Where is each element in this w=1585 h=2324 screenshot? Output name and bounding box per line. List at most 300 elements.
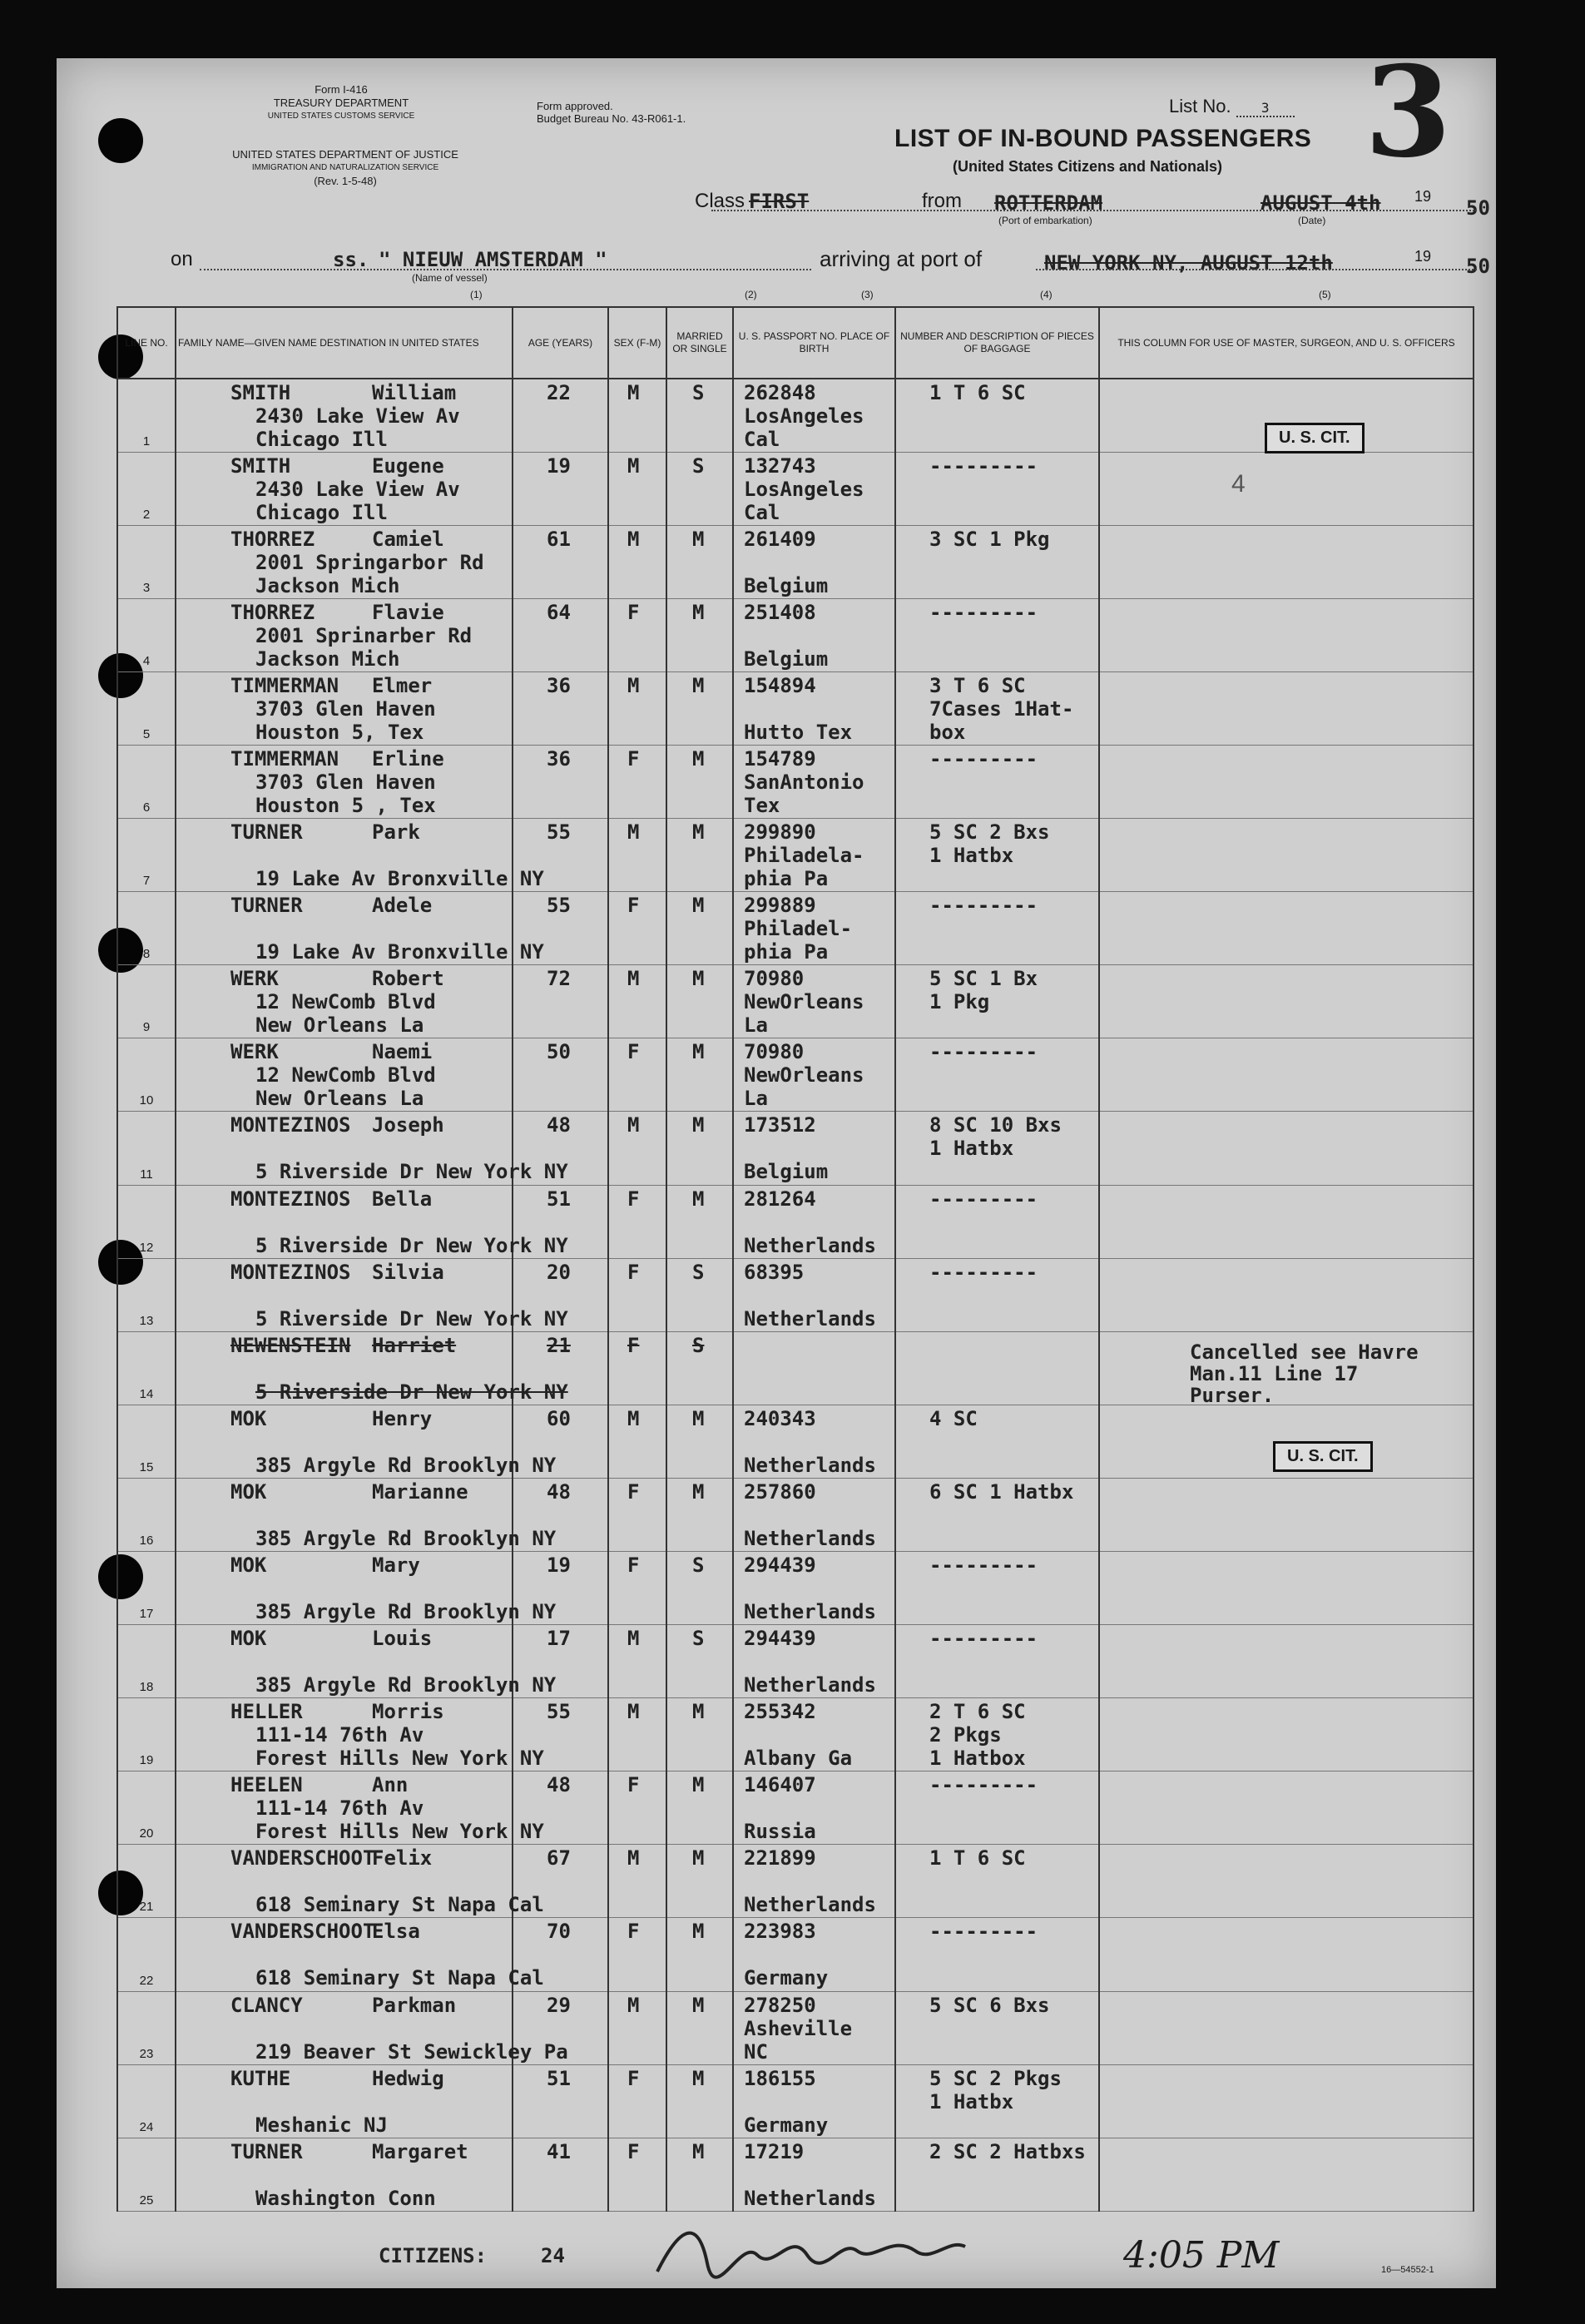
table-cell (176, 1918, 544, 1991)
depart-date: AUGUST 4th (1261, 191, 1381, 215)
table-row (117, 1698, 1474, 1771)
given-name: Adele (372, 894, 433, 918)
table-cell (513, 1405, 608, 1478)
table-cell (117, 525, 176, 598)
address-line: Houston 5 , Tex (255, 793, 436, 817)
birth-place: Hutto Tex (744, 720, 853, 744)
address-line: 12 NewComb Blvd (255, 990, 436, 1014)
table-cell (1099, 892, 1474, 965)
table-cell (666, 892, 733, 965)
address-line: 618 Seminary St Napa Cal (255, 1966, 544, 1990)
table-cell (895, 1625, 1099, 1698)
table-cell (117, 671, 176, 745)
handwritten-list-number: 3 (1365, 39, 1452, 186)
table-cell (895, 2138, 1099, 2211)
table-cell (608, 525, 666, 598)
table-row (117, 671, 1474, 745)
arrival-century: 19 (1414, 248, 1432, 265)
line-number: 15 (139, 1459, 154, 1474)
table-cell (895, 745, 1099, 818)
given-name: William (372, 381, 457, 404)
table-row (117, 1918, 1474, 1991)
col-num-5: (5) (1319, 289, 1331, 300)
table-cell (117, 1405, 176, 1478)
sex: M (627, 453, 640, 478)
passport-number: 257860 (744, 1479, 816, 1504)
col-num-3: (3) (861, 289, 874, 300)
sex: F (627, 1040, 640, 1064)
marital-status: M (692, 1113, 705, 1137)
passport-number: 299889 (744, 894, 816, 918)
line-number: 25 (139, 2193, 154, 2208)
age: 36 (547, 673, 571, 697)
baggage-desc: 6 SC 1 Hatbx (929, 1479, 1074, 1504)
table-cell (176, 1405, 557, 1478)
table-cell (1099, 965, 1474, 1038)
surname: TIMMERMAN (230, 746, 339, 771)
marital-status: S (692, 381, 705, 404)
col-header-name: FAMILY NAME—GIVEN NAME DESTINATION IN UNITED STATES (176, 307, 513, 379)
table-row (117, 525, 1474, 598)
surname: TURNER (230, 820, 303, 845)
given-name: Margaret (372, 2139, 468, 2163)
table-cell (666, 452, 733, 525)
address-line: Forest Hills New York NY (255, 1820, 544, 1844)
baggage-desc: 1 Hatbx (929, 2089, 1014, 2113)
marital-status: M (692, 1773, 705, 1797)
passport-number: 70980 (744, 1040, 805, 1064)
surname: THORREZ (230, 527, 315, 551)
age: 41 (547, 2139, 571, 2163)
surname: TURNER (230, 894, 303, 918)
address-line: 3703 Glen Haven (255, 770, 436, 794)
given-name: Felix (372, 1846, 433, 1871)
table-cell (895, 1845, 1099, 1918)
line-number: 22 (139, 1973, 154, 1988)
table-cell (733, 965, 895, 1038)
marital-status: M (692, 527, 705, 551)
age: 48 (547, 1113, 571, 1137)
approval-block (537, 100, 686, 125)
table-cell (733, 745, 895, 818)
vessel-name: " NIEUW AMSTERDAM " (379, 248, 607, 271)
age: 19 (547, 453, 571, 478)
table-cell (666, 1918, 733, 1991)
table-cell (1099, 2138, 1474, 2211)
birth-place: Albany Ga (744, 1747, 853, 1771)
birth-place: NewOrleans (744, 990, 864, 1014)
table-cell (895, 1405, 1099, 1478)
table-cell (117, 1625, 176, 1698)
given-name: Henry (372, 1406, 433, 1430)
table-cell (1099, 671, 1474, 745)
from-value: ROTTERDAM (994, 191, 1103, 215)
sex: M (627, 527, 640, 551)
baggage-desc: 2 SC 2 Hatbxs (929, 2139, 1086, 2163)
address-line: Chicago Ill (255, 500, 388, 524)
baggage-desc: box (929, 720, 966, 744)
table-cell (895, 1552, 1099, 1625)
table-cell (513, 965, 608, 1038)
table-cell (1099, 1845, 1474, 1918)
table-cell (117, 819, 176, 892)
passport-number: 294439 (744, 1627, 816, 1651)
birth-place: Russia (744, 1820, 816, 1844)
birth-place: LosAngeles (744, 477, 864, 501)
birth-place: Asheville (744, 2016, 853, 2040)
marital-status: M (692, 967, 705, 991)
sex: F (627, 1773, 640, 1797)
address-line: Jackson Mich (255, 573, 400, 597)
table-cell (666, 1038, 733, 1112)
address-line: Meshanic NJ (255, 2113, 388, 2137)
table-row (117, 819, 1474, 892)
table-cell (895, 1112, 1099, 1185)
baggage-desc: --------- (929, 1260, 1038, 1284)
table-cell (513, 1771, 608, 1845)
table-cell (513, 1478, 608, 1551)
address-line: 385 Argyle Rd Brooklyn NY (255, 1600, 557, 1623)
table-cell (608, 892, 666, 965)
age: 51 (547, 2066, 571, 2090)
col-header-age: AGE (YEARS) (513, 307, 608, 379)
line-number: 11 (140, 1167, 153, 1182)
table-cell (733, 1112, 895, 1185)
marital-status: S (692, 453, 705, 478)
table-cell (608, 379, 666, 452)
table-cell (666, 1845, 733, 1918)
birth-place: Belgium (744, 1160, 829, 1184)
table-cell (176, 1552, 557, 1625)
birth-place: Netherlands (744, 1600, 876, 1623)
given-name: Marianne (372, 1479, 468, 1504)
table-cell (666, 965, 733, 1038)
given-name: Erline (372, 746, 444, 771)
baggage-desc: 3 SC 1 Pkg (929, 527, 1050, 551)
table-row (117, 1038, 1474, 1112)
baggage-desc: 2 T 6 SC (929, 1700, 1026, 1724)
line-number: 9 (142, 1020, 151, 1035)
birth-place: La (744, 1013, 768, 1038)
dept-customs: UNITED STATES CUSTOMS SERVICE (267, 111, 415, 121)
table-row (117, 1845, 1474, 1918)
baggage-desc: 4 SC (929, 1406, 978, 1430)
table-cell (1099, 1112, 1474, 1185)
table-cell (1099, 1185, 1474, 1258)
class-value: FIRST (749, 190, 810, 213)
table-cell (608, 1405, 666, 1478)
col-header-line-no: LINE NO. (117, 307, 176, 379)
birth-place: NC (744, 2039, 768, 2064)
address-line: 111-14 76th Av (255, 1796, 424, 1821)
given-name: Robert (372, 967, 444, 991)
baggage-desc: --------- (929, 746, 1038, 771)
passport-number: 281264 (744, 1187, 816, 1211)
arrival-line (1036, 269, 1477, 270)
birth-place: Netherlands (744, 1673, 876, 1697)
table-cell (733, 1405, 895, 1478)
class-label: Class (695, 190, 745, 212)
table-cell (176, 1478, 557, 1551)
punch-hole (98, 118, 143, 163)
table-row (117, 452, 1474, 525)
us-citizen-stamp: U. S. CIT. (1265, 423, 1365, 453)
baggage-desc: --------- (929, 1627, 1038, 1651)
baggage-desc: 2 Pkgs (929, 1723, 1002, 1747)
passport-number: 221899 (744, 1846, 816, 1871)
birth-place: Philadela- (744, 844, 864, 868)
vessel-note: (Name of vessel) (412, 272, 488, 284)
age: 51 (547, 1187, 571, 1211)
baggage-desc: 5 SC 1 Bx (929, 967, 1038, 991)
given-name: Silvia (372, 1260, 444, 1284)
table-cell (176, 2064, 513, 2138)
age: 22 (547, 381, 571, 404)
line-number: 14 (139, 1386, 154, 1401)
table-cell (117, 1038, 176, 1112)
line-number: 1 (142, 434, 151, 448)
marital-status: M (692, 1993, 705, 2017)
table-cell (895, 1918, 1099, 1991)
sex: F (627, 1553, 640, 1577)
marital-status: M (692, 1406, 705, 1430)
table-cell (513, 1625, 608, 1698)
table-cell (608, 1552, 666, 1625)
sex: M (627, 381, 640, 404)
table-row (117, 598, 1474, 671)
depart-century: 19 (1414, 188, 1432, 205)
table-cell (1099, 452, 1474, 525)
table-cell (117, 1112, 176, 1185)
table-cell (608, 452, 666, 525)
table-cell (608, 1258, 666, 1331)
address-line: 2430 Lake View Av (255, 404, 460, 428)
baggage-desc: 1 Hatbox (929, 1747, 1026, 1771)
table-cell (733, 2064, 895, 2138)
table-cell (895, 1698, 1099, 1771)
table-cell (117, 745, 176, 818)
address-line: 2001 Sprinarber Rd (255, 623, 473, 647)
table-cell (608, 1478, 666, 1551)
surname: VANDERSCHOOT (230, 1846, 375, 1871)
class-line (711, 210, 1477, 211)
table-cell (117, 1552, 176, 1625)
table-cell (733, 892, 895, 965)
table-cell (1099, 1478, 1474, 1551)
table-cell (608, 819, 666, 892)
given-name: Ann (372, 1773, 409, 1797)
table-cell (513, 1112, 608, 1185)
table-cell (666, 1552, 733, 1625)
surname: VANDERSCHOOT (230, 1920, 375, 1944)
table-cell (1099, 2064, 1474, 2138)
us-citizen-stamp-bottom: U. S. CIT. (1273, 1441, 1373, 1472)
arriving-label: arriving at port of (820, 246, 983, 271)
table-cell (176, 1845, 544, 1918)
passenger-table (116, 306, 1474, 2212)
table-cell (608, 1845, 666, 1918)
sex: M (627, 820, 640, 845)
age: 21 (547, 1333, 571, 1357)
sex: M (627, 967, 640, 991)
surname: MOK (230, 1553, 267, 1577)
table-cell (733, 1698, 895, 1771)
form-number: Form I-416 (315, 83, 368, 96)
baggage-desc: --------- (929, 1040, 1038, 1064)
table-cell (733, 1991, 895, 2064)
table-cell (895, 1991, 1099, 2064)
table-row (117, 1405, 1474, 1478)
table-cell (666, 1185, 733, 1258)
table-cell (895, 1478, 1099, 1551)
given-name: Bella (372, 1187, 433, 1211)
dept-treasury: TREASURY DEPARTMENT (273, 97, 409, 109)
age: 67 (547, 1846, 571, 1871)
birth-place: Netherlands (744, 1893, 876, 1917)
table-cell (176, 1625, 557, 1698)
table-cell (1099, 819, 1474, 892)
table-cell (733, 1185, 895, 1258)
baggage-desc: 3 T 6 SC (929, 673, 1026, 697)
marital-status: M (692, 1479, 705, 1504)
address-line: 5 Riverside Dr New York NY (255, 1233, 568, 1257)
table-cell (176, 525, 513, 598)
table-cell (608, 671, 666, 745)
age: 17 (547, 1627, 571, 1651)
sex: M (627, 1406, 640, 1430)
marital-status: M (692, 1040, 705, 1064)
table-header-row (117, 307, 1474, 379)
table-cell (1099, 525, 1474, 598)
table-cell (1099, 1258, 1474, 1331)
line-number: 10 (139, 1093, 154, 1108)
table-row (117, 1552, 1474, 1625)
marital-status: M (692, 1187, 705, 1211)
table-row (117, 1112, 1474, 1185)
table-cell (608, 1991, 666, 2064)
table-cell (117, 2138, 176, 2211)
passport-number: 240343 (744, 1406, 816, 1430)
marital-status: M (692, 746, 705, 771)
table-cell (733, 671, 895, 745)
birth-place: Cal (744, 500, 780, 524)
table-cell (733, 598, 895, 671)
table-cell (666, 1771, 733, 1845)
age: 48 (547, 1479, 571, 1504)
line-number: 5 (142, 726, 151, 741)
given-name: Flavie (372, 600, 444, 624)
line-number: 7 (142, 874, 151, 889)
surname: MOK (230, 1479, 267, 1504)
cancelled-note (1190, 1341, 1419, 1406)
table-cell (608, 1771, 666, 1845)
table-cell (608, 598, 666, 671)
form-revision: (Rev. 1-5-48) (314, 175, 377, 187)
table-cell (1099, 1991, 1474, 2064)
line-number: 19 (139, 1753, 154, 1768)
surname: MOK (230, 1406, 267, 1430)
baggage-desc: 1 T 6 SC (929, 1846, 1026, 1871)
col-num-2: (2) (745, 289, 757, 300)
baggage-desc: --------- (929, 453, 1038, 478)
inspector-signature (649, 2205, 1181, 2297)
table-cell (666, 2064, 733, 2138)
table-cell (608, 1185, 666, 1258)
address-line: New Orleans La (255, 1087, 424, 1111)
surname: HEELEN (230, 1773, 303, 1797)
marital-status: M (692, 1846, 705, 1871)
passport-number: 261409 (744, 527, 816, 551)
table-cell (895, 525, 1099, 598)
surname: TURNER (230, 2139, 303, 2163)
baggage-desc: 1 Pkg (929, 990, 990, 1014)
baggage-desc: 1 Hatbx (929, 1137, 1014, 1161)
table-cell (513, 745, 608, 818)
given-name: Louis (372, 1627, 433, 1651)
table-cell (513, 1845, 608, 1918)
table-cell (733, 1771, 895, 1845)
table-cell (666, 2138, 733, 2211)
address-line: 19 Lake Av Bronxville NY (255, 940, 544, 964)
table-cell (666, 819, 733, 892)
time-note: 4:05 PM (1123, 2234, 1280, 2277)
table-cell (733, 452, 895, 525)
given-name: Hedwig (372, 2066, 444, 2090)
table-cell (176, 965, 513, 1038)
passport-number: 70980 (744, 967, 805, 991)
table-row (117, 965, 1474, 1038)
address-line: 2430 Lake View Av (255, 477, 460, 501)
birth-place: Tex (744, 793, 780, 817)
age: 64 (547, 600, 571, 624)
table-cell (666, 525, 733, 598)
passport-number: 154789 (744, 746, 816, 771)
table-cell (513, 525, 608, 598)
baggage-desc: 1 T 6 SC (929, 381, 1026, 404)
age: 29 (547, 1993, 571, 2017)
table-cell (117, 1478, 176, 1551)
table-cell (513, 1991, 608, 2064)
table-cell (117, 1331, 176, 1405)
sex: F (627, 1260, 640, 1284)
table-cell (176, 892, 544, 965)
address-line: 385 Argyle Rd Brooklyn NY (255, 1526, 557, 1550)
form-approved: Form approved. (537, 100, 613, 112)
table-cell (513, 2064, 608, 2138)
citizens-label: CITIZENS: (379, 2244, 488, 2267)
sex: M (627, 1627, 640, 1651)
age: 36 (547, 746, 571, 771)
table-cell (513, 1552, 608, 1625)
table-cell (513, 452, 608, 525)
table-cell (513, 1185, 608, 1258)
table-cell (733, 819, 895, 892)
address-line: 618 Seminary St Napa Cal (255, 1893, 544, 1917)
col-num-1: (1) (470, 289, 483, 300)
table-cell (176, 379, 513, 452)
table-cell (513, 1331, 608, 1405)
col-header-sex: SEX (F-M) (608, 307, 666, 379)
age: 48 (547, 1773, 571, 1797)
table-cell (117, 1771, 176, 1845)
table-cell (117, 1845, 176, 1918)
table-cell (513, 379, 608, 452)
marital-status: M (692, 2066, 705, 2090)
on-label: on (171, 248, 193, 270)
list-no-value: 3 (1236, 100, 1295, 117)
passport-number: 146407 (744, 1773, 816, 1797)
birth-place: Netherlands (744, 1233, 876, 1257)
